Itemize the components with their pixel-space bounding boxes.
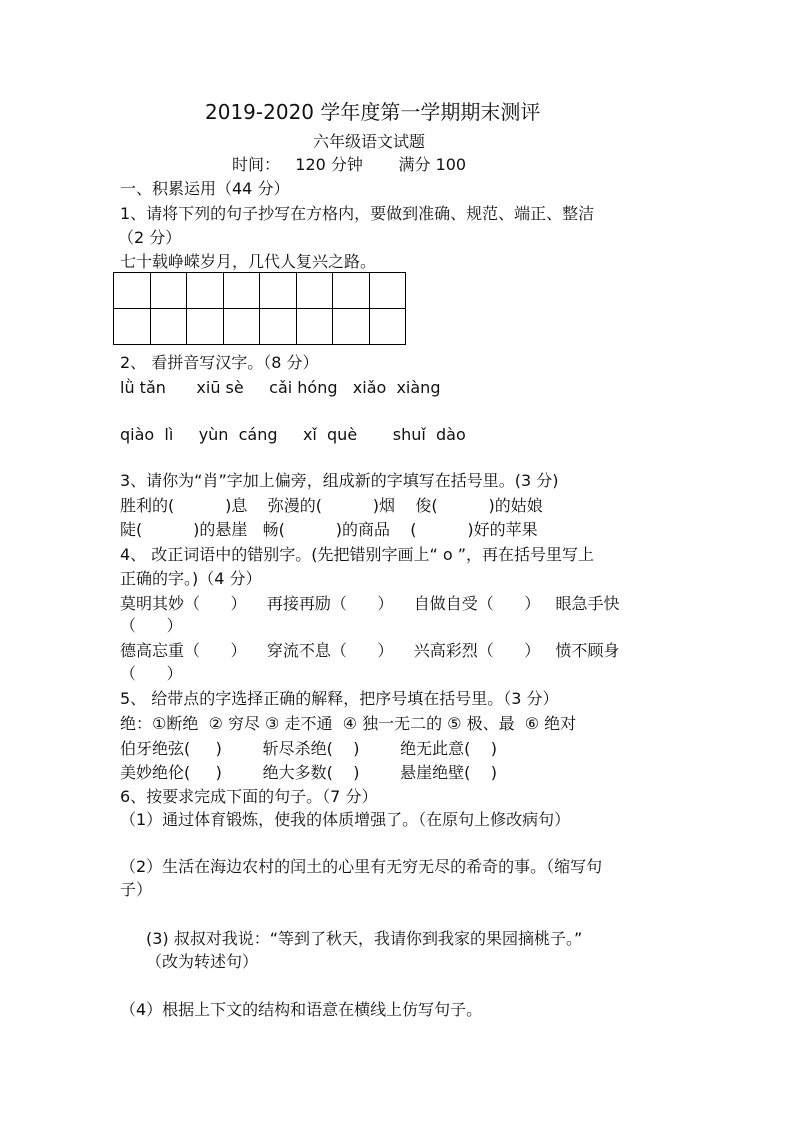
q6-item-2-cont: 子） [120,880,153,899]
q6-heading: 6、按要求完成下面的句子。（7 分） [120,787,378,806]
q4-heading-cont: 正确的字。)（4 分） [120,569,262,588]
grid-cell[interactable] [260,273,297,309]
grid-cell[interactable] [223,309,260,345]
grid-cell[interactable] [187,309,224,345]
section-heading: 一、积累运用（44 分） [120,179,290,198]
q4-row-2-cont: （ ） [120,664,183,683]
grid-row [114,273,406,309]
q6-item-1: （1）通过体育锻炼，使我的体质增强了。（在原句上修改病句） [120,810,571,829]
q1-sentence: 七十载峥嵘岁月，几代人复兴之路。 [120,252,377,271]
q4-row-1-cont: （ ） [120,616,183,635]
grid-cell[interactable] [296,309,333,345]
q6-item-3: (3) 叔叔对我说：“等到了秋天，我请你到我家的果园摘桃子。” [146,929,583,948]
q6-item-4: （4）根据上下文的结构和语意在横线上仿写句子。 [120,1000,483,1019]
q4-heading: 4、 改正词语中的错别字。(先把错别字画上“ o ”，再在括号里写上 [120,545,595,564]
exam-title: 2019-2020 学年度第一学期期末测评 [205,100,541,124]
q4-row-1: 莫明其妙（ ） 再接再励（ ） 自做自受（ ） 眼急手快 [120,594,620,613]
grid-cell[interactable] [150,309,187,345]
grid-cell[interactable] [114,273,151,309]
q3-row-1: 胜利的( )息 弥漫的( )烟 俊( )的姑娘 [120,496,543,515]
grid-cell[interactable] [369,273,406,309]
grid-cell[interactable] [150,273,187,309]
q5-row-2: 美妙绝伦( ) 绝大多数( ) 悬崖绝壁( ) [120,763,497,782]
grid-cell[interactable] [333,309,370,345]
grid-cell[interactable] [223,273,260,309]
writing-grid [113,272,406,345]
q5-heading: 5、 给带点的字选择正确的解释，把序号填在括号里。（3 分） [120,689,559,708]
grid-cell[interactable] [369,309,406,345]
q4-row-2: 德高忘重（ ） 穿流不息（ ） 兴高彩烈（ ） 愤不顾身 [120,641,620,660]
exam-subtitle: 六年级语文试题 [313,132,426,151]
q6-item-3-cont: （改为转述句） [146,952,259,971]
q2-pinyin-row-2: qiào lì yùn cáng xǐ què shuǐ dào [120,425,466,444]
q1-score: （2 分） [118,228,182,247]
q2-heading: 2、 看拼音写汉字。（8 分） [120,353,319,372]
q5-row-1: 伯牙绝弦( ) 斩尽杀绝( ) 绝无此意( ) [120,739,497,758]
grid-cell[interactable] [114,309,151,345]
q6-item-2: （2）生活在海边农村的闰土的心里有无穷无尽的希奇的事。（缩写句 [120,857,603,876]
grid-cell[interactable] [333,273,370,309]
q1-heading: 1、请将下列的句子抄写在方格内，要做到准确、规范、端正、整洁 [120,204,595,223]
grid-row [114,309,406,345]
grid-cell[interactable] [296,273,333,309]
q3-heading: 3、请你为“肖”字加上偏旁，组成新的字填写在括号里。(3 分) [120,471,559,490]
q3-row-2: 陡( )的悬崖 畅( )的商品 ( )好的苹果 [120,520,538,539]
exam-info: 时间： 120 分钟 满分 100 [232,155,467,174]
grid-cell[interactable] [187,273,224,309]
q5-options: 绝：①断绝 ② 穷尽 ③ 走不通 ④ 独一无二的 ⑤ 极、最 ⑥ 绝对 [120,714,577,733]
q2-pinyin-row-1: lǜ tǎn xiū sè cǎi hóng xiǎo xiàng [120,378,441,397]
grid-cell[interactable] [260,309,297,345]
